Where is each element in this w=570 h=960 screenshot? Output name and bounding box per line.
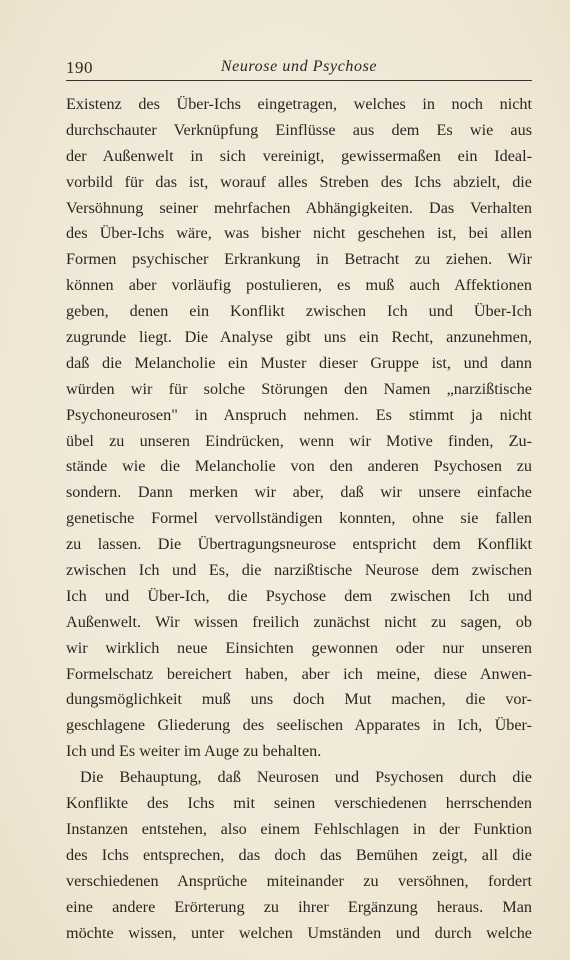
text-line: Formen psychischer Erkrankung in Betracht zu ziehen. Wir [66, 250, 532, 269]
text-line: Versöhnung seiner mehrfachen Abhängigkeiten. Das Verhalten [66, 198, 532, 217]
text-line: zwischen Ich und Es, die narzißtische Neurose dem zwischen [66, 561, 532, 580]
text-line: zu lassen. Die Übertragungsneurose entspricht dem Konflikt [66, 535, 532, 554]
text-line: des Über-Ichs wäre, was bisher nicht geschehen ist, bei allen [66, 224, 532, 243]
text-line: Ich und Über-Ich, die Psychose dem zwischen Ich und [66, 586, 532, 605]
body-text [66, 92, 532, 946]
text-line: Formelschatz bereichert haben, aber ich meine, diese Anwen- [66, 664, 532, 683]
text-line: verschiedenen Ansprüche miteinander zu versöhnen, fordert [66, 871, 532, 890]
text-line: würden wir für solche Störungen den Namen „narzißtische [66, 379, 532, 398]
text-line: Psychoneurosen" in Anspruch nehmen. Es stimmt ja nicht [66, 405, 532, 424]
text-line: der Außenwelt in sich vereinigt, gewissermaßen ein Ideal- [66, 146, 532, 165]
page-number: 190 [66, 58, 93, 77]
text-line: daß die Melancholie ein Muster dieser Gruppe ist, und dann [66, 353, 532, 372]
text-line: geben, denen ein Konflikt zwischen Ich und Über-Ich [66, 302, 532, 321]
text-line: übel zu unseren Eindrücken, wenn wir Motive finden, Zu- [66, 431, 532, 450]
text-line: Konflikte des Ichs mit seinen verschiedenen herrschenden [66, 794, 532, 813]
text-line: geschlagene Gliederung des seelischen Apparates in Ich, Über- [66, 716, 532, 735]
text-line: genetische Formel vervollständigen konnten, ohne sie fallen [66, 509, 532, 528]
text-line: dungsmöglichkeit muß uns doch Mut machen, die vor- [66, 690, 532, 709]
text-line: Existenz des Über-Ichs eingetragen, welches in noch nicht [66, 95, 532, 113]
paragraph-last-line: Ich und Es weiter im Auge zu behalten. [66, 742, 322, 761]
running-head [66, 56, 532, 78]
text-line: Instanzen entstehen, also einem Fehlschlagen in der Funktion [66, 819, 532, 838]
text-line: möchte wissen, unter welchen Umständen und durch welche [66, 923, 532, 942]
header-rule [66, 80, 532, 81]
text-line: zugrunde liegt. Die Analyse gibt uns ein Recht, anzunehmen, [66, 328, 532, 347]
text-line: Außenwelt. Wir wissen freilich zunächst nicht zu sagen, ob [66, 612, 532, 631]
text-line: sondern. Dann merken wir aber, daß wir unsere einfache [66, 483, 532, 502]
running-title: Neurose und Psychose [220, 58, 378, 75]
text-line: durchschauter Verknüpfung Einflüsse aus dem Es wie aus [66, 120, 532, 139]
text-line: können aber vorläufig postulieren, es muß auch Affektionen [66, 276, 532, 295]
text-line: des Ichs entsprechen, das doch das Bemühen zeigt, all die [66, 845, 532, 864]
text-line: vorbild für das ist, worauf alles Streben des Ichs abzielt, die [66, 172, 532, 191]
text-line: stände wie die Melancholie von den anderen Psychosen zu [66, 457, 532, 476]
paragraph-first-line: Die Behauptung, daß Neurosen und Psychosen durch die [80, 768, 532, 787]
text-line: wir wirklich neue Einsichten gewonnen oder nur unseren [66, 638, 532, 657]
text-line: eine andere Erörterung zu ihrer Ergänzung heraus. Man [66, 897, 532, 916]
